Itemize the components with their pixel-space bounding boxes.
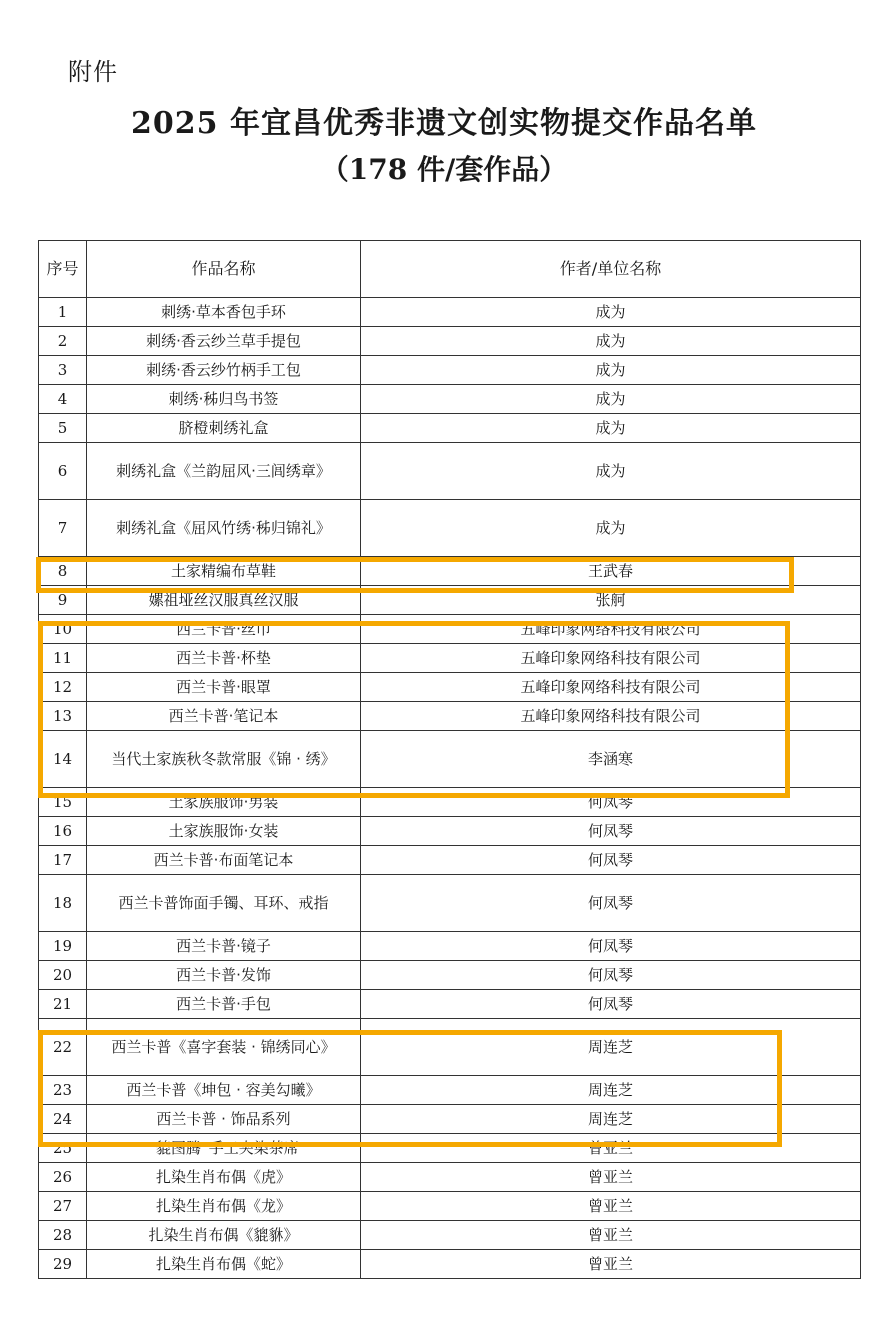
row-number-cell: 5 (39, 414, 87, 443)
author-name-cell: 李涵寒 (361, 731, 861, 788)
work-name-cell: 西兰卡普《喜字套装 · 锦绣同心》 (87, 1019, 361, 1076)
table-row (39, 817, 861, 846)
author-name-cell: 五峰印象网络科技有限公司 (361, 644, 861, 673)
author-name-cell: 何凤琴 (361, 875, 861, 932)
author-name-cell: 何凤琴 (361, 788, 861, 817)
author-name-cell: 何凤琴 (361, 817, 861, 846)
document-subtitle: （178 件/套作品） (320, 153, 568, 186)
row-number-cell: 18 (39, 875, 87, 932)
row-number-cell: 22 (39, 1019, 87, 1076)
row-number-cell: 15 (39, 788, 87, 817)
author-name-cell: 成为 (361, 298, 861, 327)
table-row (39, 846, 861, 875)
table-row (39, 1163, 861, 1192)
work-name-cell: 刺绣·香云纱竹柄手工包 (87, 356, 361, 385)
author-name-cell: 成为 (361, 327, 861, 356)
author-name-cell: 五峰印象网络科技有限公司 (361, 702, 861, 731)
work-name-cell: 土家族服饰·女装 (87, 817, 361, 846)
row-number-cell: 26 (39, 1163, 87, 1192)
work-name-cell: 当代土家族秋冬款常服《锦 · 绣》 (87, 731, 361, 788)
column-header-seq: 序号 (39, 241, 87, 298)
document-title: 2025 年宜昌优秀非遗文创实物提交作品名单 (131, 106, 757, 141)
work-name-cell: 西兰卡普·眼罩 (87, 673, 361, 702)
author-name-cell: 成为 (361, 500, 861, 557)
work-name-cell: 刺绣礼盒《兰韵屈风·三闾绣章》 (87, 443, 361, 500)
row-number-cell: 12 (39, 673, 87, 702)
table-row (39, 414, 861, 443)
work-name-cell: 西兰卡普 · 饰品系列 (87, 1105, 361, 1134)
work-name-cell: 扎染生肖布偶《蛇》 (87, 1250, 361, 1279)
table-row (39, 990, 861, 1019)
table-row (39, 932, 861, 961)
table-row (39, 1250, 861, 1279)
row-number-cell: 16 (39, 817, 87, 846)
work-name-cell: 土家精编布草鞋 (87, 557, 361, 586)
work-name-cell: 嫘祖垭丝汉服真丝汉服 (87, 586, 361, 615)
row-number-cell: 25 (39, 1134, 87, 1163)
table-row (39, 1192, 861, 1221)
work-name-cell: 脐橙刺绣礼盒 (87, 414, 361, 443)
table-row (39, 298, 861, 327)
row-number-cell: 1 (39, 298, 87, 327)
row-number-cell: 21 (39, 990, 87, 1019)
highlight-box-rows-22-24 (38, 1030, 782, 1147)
work-name-cell: 刺绣礼盒《屈风竹绣·秭归锦礼》 (87, 500, 361, 557)
author-name-cell: 成为 (361, 385, 861, 414)
work-name-cell: 土家族服饰·男装 (87, 788, 361, 817)
row-number-cell: 6 (39, 443, 87, 500)
row-number-cell: 8 (39, 557, 87, 586)
work-name-cell: 扎染生肖布偶《貔貅》 (87, 1221, 361, 1250)
row-number-cell: 14 (39, 731, 87, 788)
attachment-label: 附件 (68, 58, 118, 86)
work-name-cell: 西兰卡普·杯垫 (87, 644, 361, 673)
row-number-cell: 27 (39, 1192, 87, 1221)
work-name-cell: 扎染生肖布偶《龙》 (87, 1192, 361, 1221)
author-name-cell: 何凤琴 (361, 961, 861, 990)
work-name-cell: 西兰卡普·笔记本 (87, 702, 361, 731)
row-number-cell: 17 (39, 846, 87, 875)
work-name-cell: 刺绣·草本香包手环 (87, 298, 361, 327)
table-row (39, 385, 861, 414)
table-row (39, 1221, 861, 1250)
author-name-cell: 成为 (361, 443, 861, 500)
work-name-cell: 西兰卡普·布面笔记本 (87, 846, 361, 875)
author-name-cell: 周连芝 (361, 1019, 861, 1076)
work-name-cell: 刺绣·秭归鸟书签 (87, 385, 361, 414)
work-name-cell: 西兰卡普·镜子 (87, 932, 361, 961)
work-name-cell: 扎染生肖布偶《虎》 (87, 1163, 361, 1192)
table-header-row (39, 241, 861, 298)
author-name-cell: 成为 (361, 356, 861, 385)
row-number-cell: 7 (39, 500, 87, 557)
table-row (39, 500, 861, 557)
author-name-cell: 王武春 (361, 557, 861, 586)
work-name-cell: 西兰卡普·手包 (87, 990, 361, 1019)
row-number-cell: 19 (39, 932, 87, 961)
row-number-cell: 20 (39, 961, 87, 990)
table-row (39, 356, 861, 385)
author-name-cell: 曾亚兰 (361, 1250, 861, 1279)
row-number-cell: 10 (39, 615, 87, 644)
table-row (39, 327, 861, 356)
row-number-cell: 3 (39, 356, 87, 385)
row-number-cell: 24 (39, 1105, 87, 1134)
row-number-cell: 29 (39, 1250, 87, 1279)
author-name-cell: 曾亚兰 (361, 1192, 861, 1221)
author-name-cell: 何凤琴 (361, 990, 861, 1019)
table-row (39, 875, 861, 932)
row-number-cell: 9 (39, 586, 87, 615)
work-name-cell: 西兰卡普《坤包 · 容美勾曦》 (87, 1076, 361, 1105)
highlight-box-rows-10-14 (38, 621, 790, 798)
work-name-cell: 刺绣·香云纱兰草手提包 (87, 327, 361, 356)
table-row (39, 961, 861, 990)
row-number-cell: 13 (39, 702, 87, 731)
author-name-cell: 五峰印象网络科技有限公司 (361, 615, 861, 644)
author-name-cell: 周连芝 (361, 1105, 861, 1134)
work-name-cell: 西兰卡普饰面手镯、耳环、戒指 (87, 875, 361, 932)
author-name-cell: 张舸 (361, 586, 861, 615)
column-header-work: 作品名称 (87, 241, 361, 298)
author-name-cell: 何凤琴 (361, 932, 861, 961)
highlight-box-row-8 (36, 557, 794, 593)
author-name-cell: 成为 (361, 414, 861, 443)
row-number-cell: 11 (39, 644, 87, 673)
author-name-cell: 曾亚兰 (361, 1134, 861, 1163)
author-name-cell: 周连芝 (361, 1076, 861, 1105)
row-number-cell: 4 (39, 385, 87, 414)
work-name-cell: 西兰卡普·发饰 (87, 961, 361, 990)
author-name-cell: 曾亚兰 (361, 1221, 861, 1250)
work-name-cell: “貔图腾”手工夹染茶席 (87, 1134, 361, 1163)
author-name-cell: 五峰印象网络科技有限公司 (361, 673, 861, 702)
work-name-cell: 西兰卡普·丝巾 (87, 615, 361, 644)
row-number-cell: 28 (39, 1221, 87, 1250)
column-header-author: 作者/单位名称 (361, 241, 861, 298)
row-number-cell: 23 (39, 1076, 87, 1105)
author-name-cell: 曾亚兰 (361, 1163, 861, 1192)
author-name-cell: 何凤琴 (361, 846, 861, 875)
row-number-cell: 2 (39, 327, 87, 356)
table-row (39, 443, 861, 500)
